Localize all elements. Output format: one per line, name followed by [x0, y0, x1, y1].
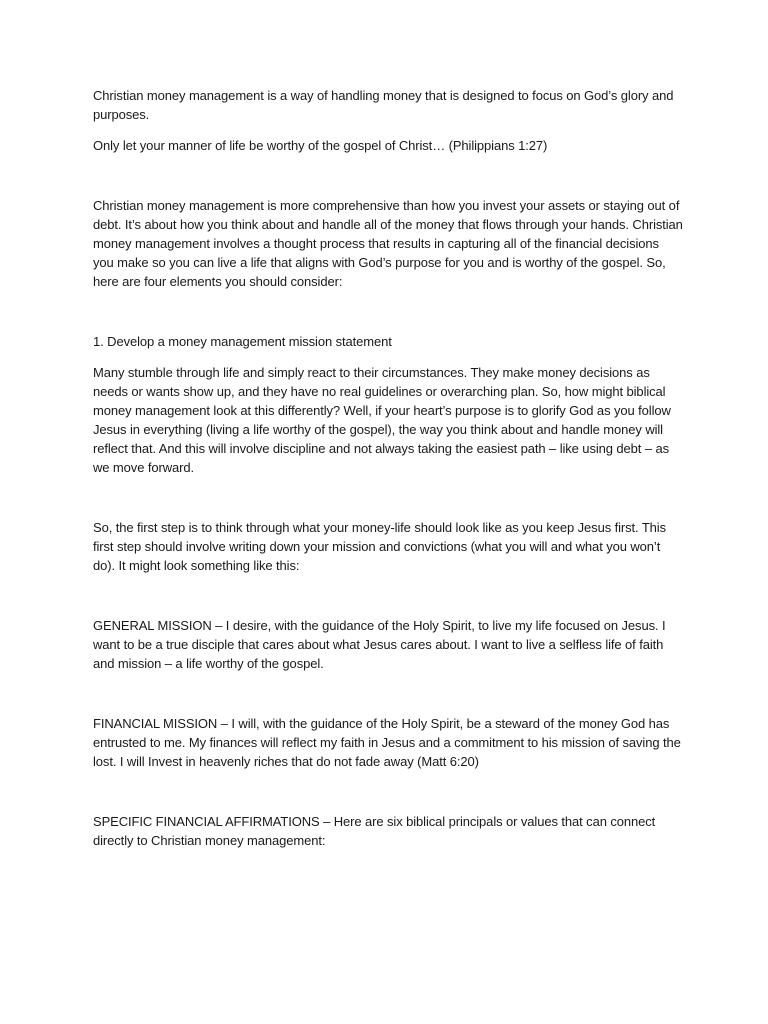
overview-paragraph: Christian money management is more comprehensive than how you invest your assets or staying out of debt. It’s about how you think about and handle all of the money that flows through your hands. Christian money management involves a thought process that results in capturing all of the financial decisions you make so you can live a life that aligns with God’s purpose for you and is worthy of the gospel. So, here are four elements you should consider: — [93, 198, 683, 289]
section-heading: 1. Develop a money management mission statement — [93, 334, 392, 349]
scripture-quote: Only let your manner of life be worthy of the gospel of Christ… (Philippians 1:27) — [93, 138, 548, 153]
document-page — [93, 86, 683, 850]
intro-paragraph: Christian money management is a way of handling money that is designed to focus on God’s glory and purposes. — [93, 88, 674, 122]
financial-mission-paragraph: FINANCIAL MISSION – I will, with the guidance of the Holy Spirit, be a steward of the money God has entrusted to me. My finances will reflect my faith in Jesus and a commitment to his mission of saving the lost. I will Invest in heavenly riches that do not fade away (Matt 6:20) — [93, 716, 681, 769]
affirmations-paragraph: SPECIFIC FINANCIAL AFFIRMATIONS – Here are six biblical principals or values that can connect directly to Christian money management: — [93, 814, 656, 848]
general-mission-paragraph: GENERAL MISSION – I desire, with the guidance of the Holy Spirit, to live my life focused on Jesus. I want to be a true disciple that cares about what Jesus cares about. I want to live a selfless life of faith and mission – a life worthy of the gospel. — [93, 618, 666, 671]
body-paragraph: So, the first step is to think through what your money-life should look like as you keep Jesus first. This first step should involve writing down your mission and convictions (what you will and what you won’t do). It might look something like this: — [93, 520, 666, 573]
body-paragraph: Many stumble through life and simply react to their circumstances. They make money decisions as needs or wants show up, and they have no real guidelines or overarching plan. So, how might biblical money management look at this differently? Well, if your heart’s purpose is to glorify God as you follow Jesus in everything (living a life worthy of the gospel), the way you think about and handle money will reflect that. And this will involve discipline and not always taking the easiest path – like using debt – as we move forward. — [93, 365, 671, 475]
